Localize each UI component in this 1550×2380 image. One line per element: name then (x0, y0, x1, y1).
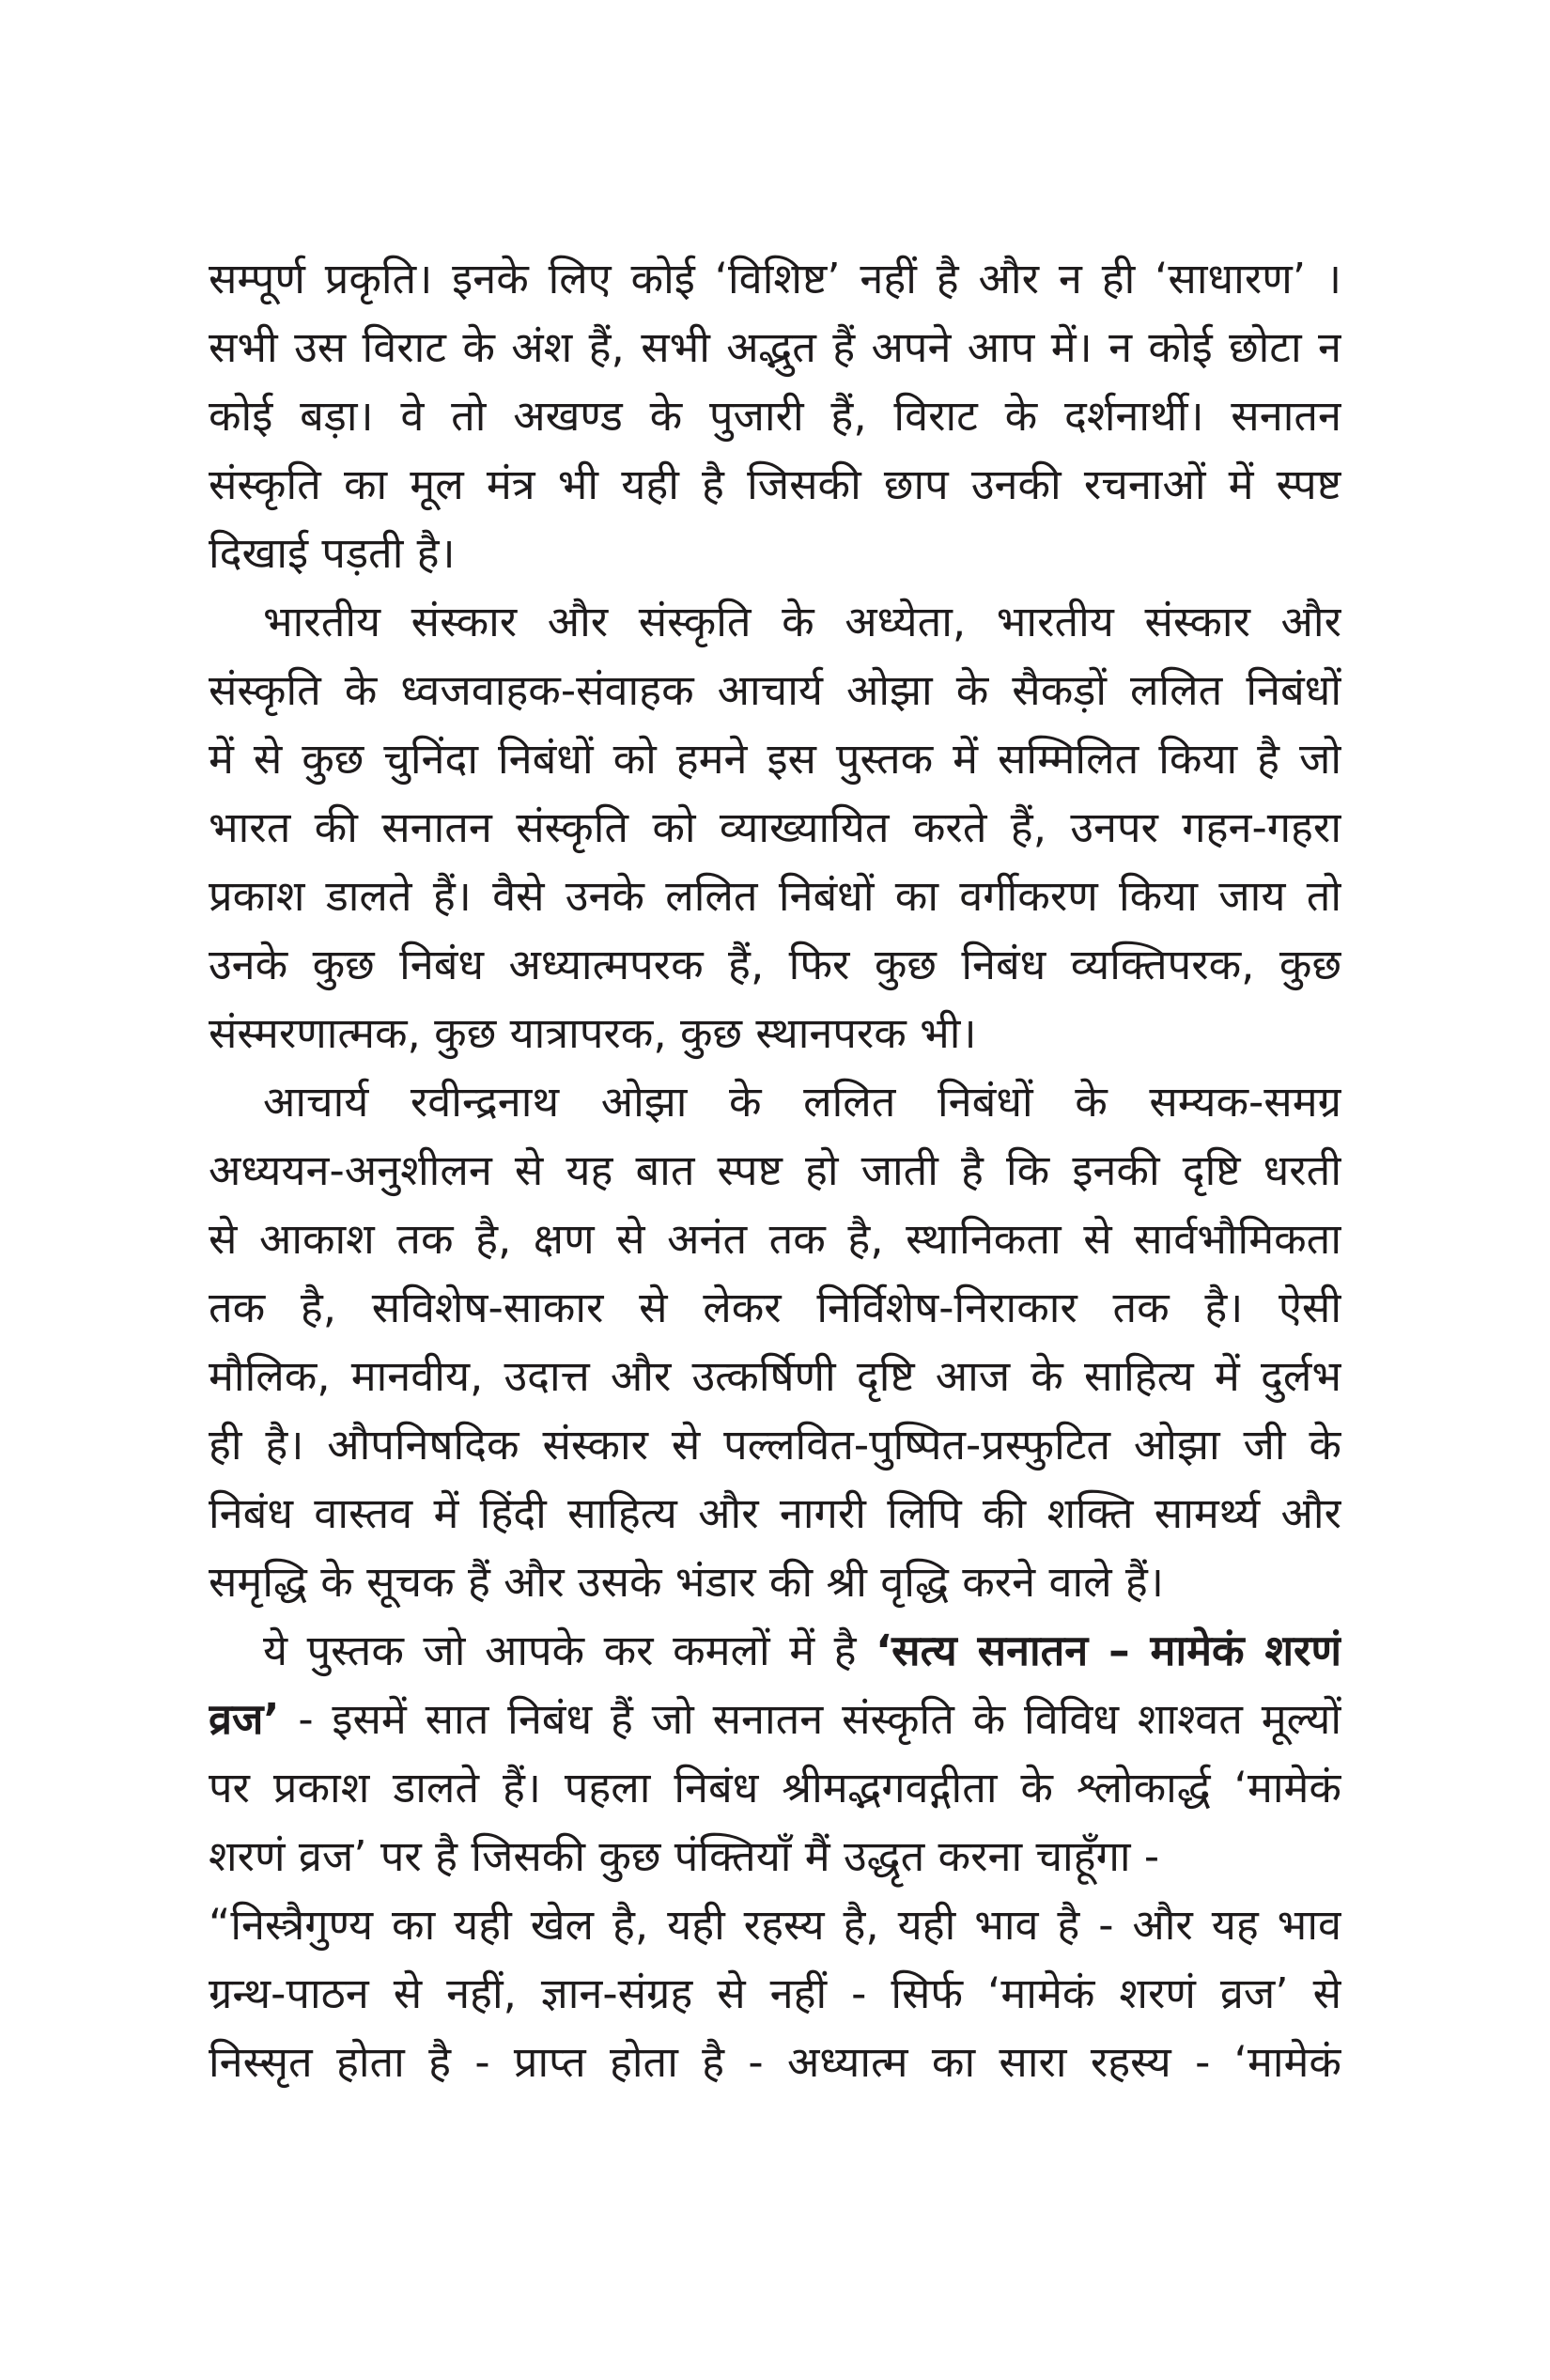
text-line: ही है। औपनिषदिक संस्कार से पल्लवित-पुष्पित-प्रस्फुटित ओझा जी के (209, 1420, 1341, 1470)
text-line: उनके कुछ निबंध अध्यात्मपरक हैं, फिर कुछ निबंध व्यक्तिपरक, कुछ (209, 940, 1341, 989)
paragraph-4 (209, 1616, 1341, 1890)
text-line: संस्कृति के ध्वजवाहक-संवाहक आचार्य ओझा के सैकड़ों ललित निबंधों (209, 665, 1341, 715)
text-line: पर प्रकाश डालते हैं। पहला निबंध श्रीमद्भगवद्गीता के श्लोकार्द्ध ‘मामेकं (209, 1763, 1341, 1812)
text-line: निस्सृत होता है - प्राप्त होता है - अध्यात्म का सारा रहस्य - ‘मामेकं (209, 2037, 1341, 2087)
text-line: सभी उस विराट के अंश हैं, सभी अद्भुत हैं अपने आप में। न कोई छोटा न (209, 322, 1341, 372)
book-title-bold: ‘सत्य सनातन – मामेकं शरणं (876, 1626, 1341, 1675)
text-line (209, 1616, 1341, 1685)
text-line: ग्रन्थ-पाठन से नहीं, ज्ञान-संग्रह से नहीं - सिर्फ ‘मामेकं शरणं व्रज’ से (209, 1968, 1341, 2018)
text-line: प्रकाश डालते हैं। वैसे उनके ललित निबंधों का वर्गीकरण किया जाय तो (209, 871, 1341, 921)
text-line: से आकाश तक है, क्षण से अनंत तक है, स्थानिकता से सार्वभौमिकता (209, 1214, 1341, 1264)
text-line: संस्कृति का मूल मंत्र भी यही है जिसकी छाप उनकी रचनाओं में स्पष्ट (209, 459, 1341, 509)
text-line: भारतीय संस्कार और संस्कृति के अध्येता, भारतीय संस्कार और (263, 597, 1341, 646)
text-line: कोई बड़ा। वे तो अखण्ड के पुजारी हैं, विराट के दर्शनार्थी। सनातन (209, 391, 1341, 441)
text-line: दिखाई पड़ती है। (209, 528, 456, 578)
paragraph-2 (209, 587, 1341, 1067)
text-line: सम्पूर्ण प्रकृति। इनके लिए कोई ‘विशिष्ट’ नहीं है और न ही ‘साधारण’ । (209, 254, 1341, 303)
body-text (209, 244, 1341, 2096)
text-segment: ये पुस्तक जो आपके कर कमलों में है (263, 1626, 876, 1675)
text-segment: - इसमें सात निबंध हैं जो सनातन संस्कृति के विविध शाश्वत मूल्यों (279, 1694, 1341, 1744)
text-line: तक है, सविशेष-साकार से लेकर निर्विशेष-निराकार तक है। ऐसी (209, 1283, 1341, 1332)
text-line: संस्मरणात्मक, कुछ यात्रापरक, कुछ स्थानपरक भी। (209, 1008, 977, 1058)
text-line: आचार्य रवीन्द्रनाथ ओझा के ललित निबंधों के सम्यक-समग्र (263, 1077, 1341, 1127)
paragraph-1 (209, 244, 1341, 587)
paragraph-3 (209, 1067, 1341, 1616)
quotation (209, 1890, 1341, 2096)
text-line (209, 1685, 1341, 1753)
text-line: समृद्धि के सूचक हैं और उसके भंडार की श्री वृद्धि करने वाले हैं। (209, 1557, 1164, 1607)
text-line: मौलिक, मानवीय, उदात्त और उत्कर्षिणी दृष्टि आज के साहित्य में दुर्लभ (209, 1351, 1341, 1401)
text-line: में से कुछ चुनिंदा निबंधों को हमने इस पुस्तक में सम्मिलित किया है जो (209, 734, 1341, 784)
text-line: निबंध वास्तव में हिंदी साहित्य और नागरी लिपि की शक्ति सामर्थ्य और (209, 1488, 1341, 1538)
text-line: “निस्त्रैगुण्य का यही खेल है, यही रहस्य है, यही भाव है - और यह भाव (209, 1900, 1341, 1950)
book-title-bold: व्रज’ (209, 1694, 280, 1744)
text-line: शरणं व्रज’ पर है जिसकी कुछ पंक्तियाँ मैं उद्धृत करना चाहूँगा - (209, 1831, 1160, 1881)
text-line: अध्ययन-अनुशीलन से यह बात स्पष्ट हो जाती है कि इनकी दृष्टि धरती (209, 1145, 1341, 1195)
text-line: भारत की सनातन संस्कृति को व्याख्यायित करते हैं, उनपर गहन-गहरा (209, 802, 1341, 852)
